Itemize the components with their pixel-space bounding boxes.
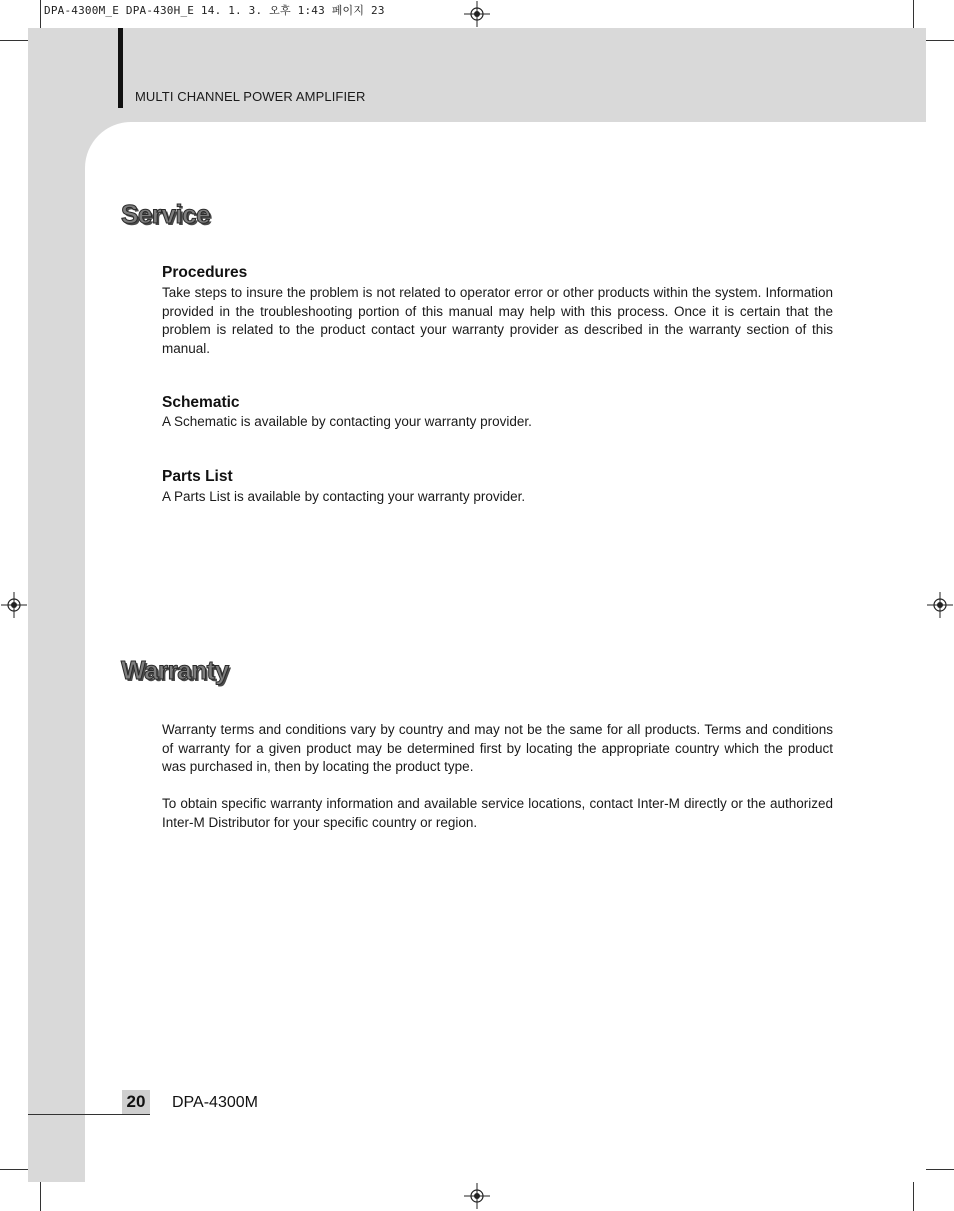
crop-mark: [913, 0, 914, 28]
registration-mark-icon: [927, 592, 953, 618]
page-number: 20: [122, 1090, 150, 1114]
schematic-text: A Schematic is available by contacting your warranty provider.: [162, 414, 532, 429]
crop-mark: [926, 1169, 954, 1170]
footer-model: DPA-4300M: [172, 1094, 258, 1111]
parts-list-text: A Parts List is available by contacting your warranty provider.: [162, 489, 526, 504]
crop-mark: [40, 1182, 41, 1211]
footer-rule: [28, 1114, 150, 1115]
schematic-heading: Schematic: [162, 394, 240, 411]
crop-mark: [40, 0, 41, 28]
header-accent-bar: [118, 28, 123, 108]
registration-mark-icon: [1, 592, 27, 618]
print-slug: DPA-4300M_E DPA-430H_E 14. 1. 3. 오후 1:43 페이지 23: [44, 4, 385, 17]
registration-mark-icon: [464, 1, 490, 27]
registration-mark-icon: [464, 1183, 490, 1209]
crop-mark: [913, 1182, 914, 1211]
parts-list-heading: Parts List: [162, 468, 233, 485]
procedures-text: Take steps to insure the problem is not related to operator error or other products within the system. Information provided in the troubleshooting portion of this manual may help with this process. Once it is certain that the problem is related to the product contact your warranty provider as described in the warranty section of this manual.: [162, 285, 833, 356]
crop-mark: [0, 40, 28, 41]
procedures-heading: Procedures: [162, 264, 248, 281]
warranty-paragraph-1: Warranty terms and conditions vary by country and may not be the same for all products. Terms and conditions of warranty for a given product may be determined first by locating the appropriate country which the product was purchased in, then by locating the product type.: [162, 722, 833, 774]
crop-mark: [0, 1169, 28, 1170]
warranty-paragraph-2: To obtain specific warranty information and available service locations, contact Inter-M directly or the authorized Inter-M Distributor for your specific country or region.: [162, 796, 833, 830]
crop-mark: [926, 40, 954, 41]
header-title: MULTI CHANNEL POWER AMPLIFIER: [135, 89, 366, 104]
service-title: Service: [121, 199, 211, 229]
warranty-title: Warranty: [121, 655, 229, 685]
